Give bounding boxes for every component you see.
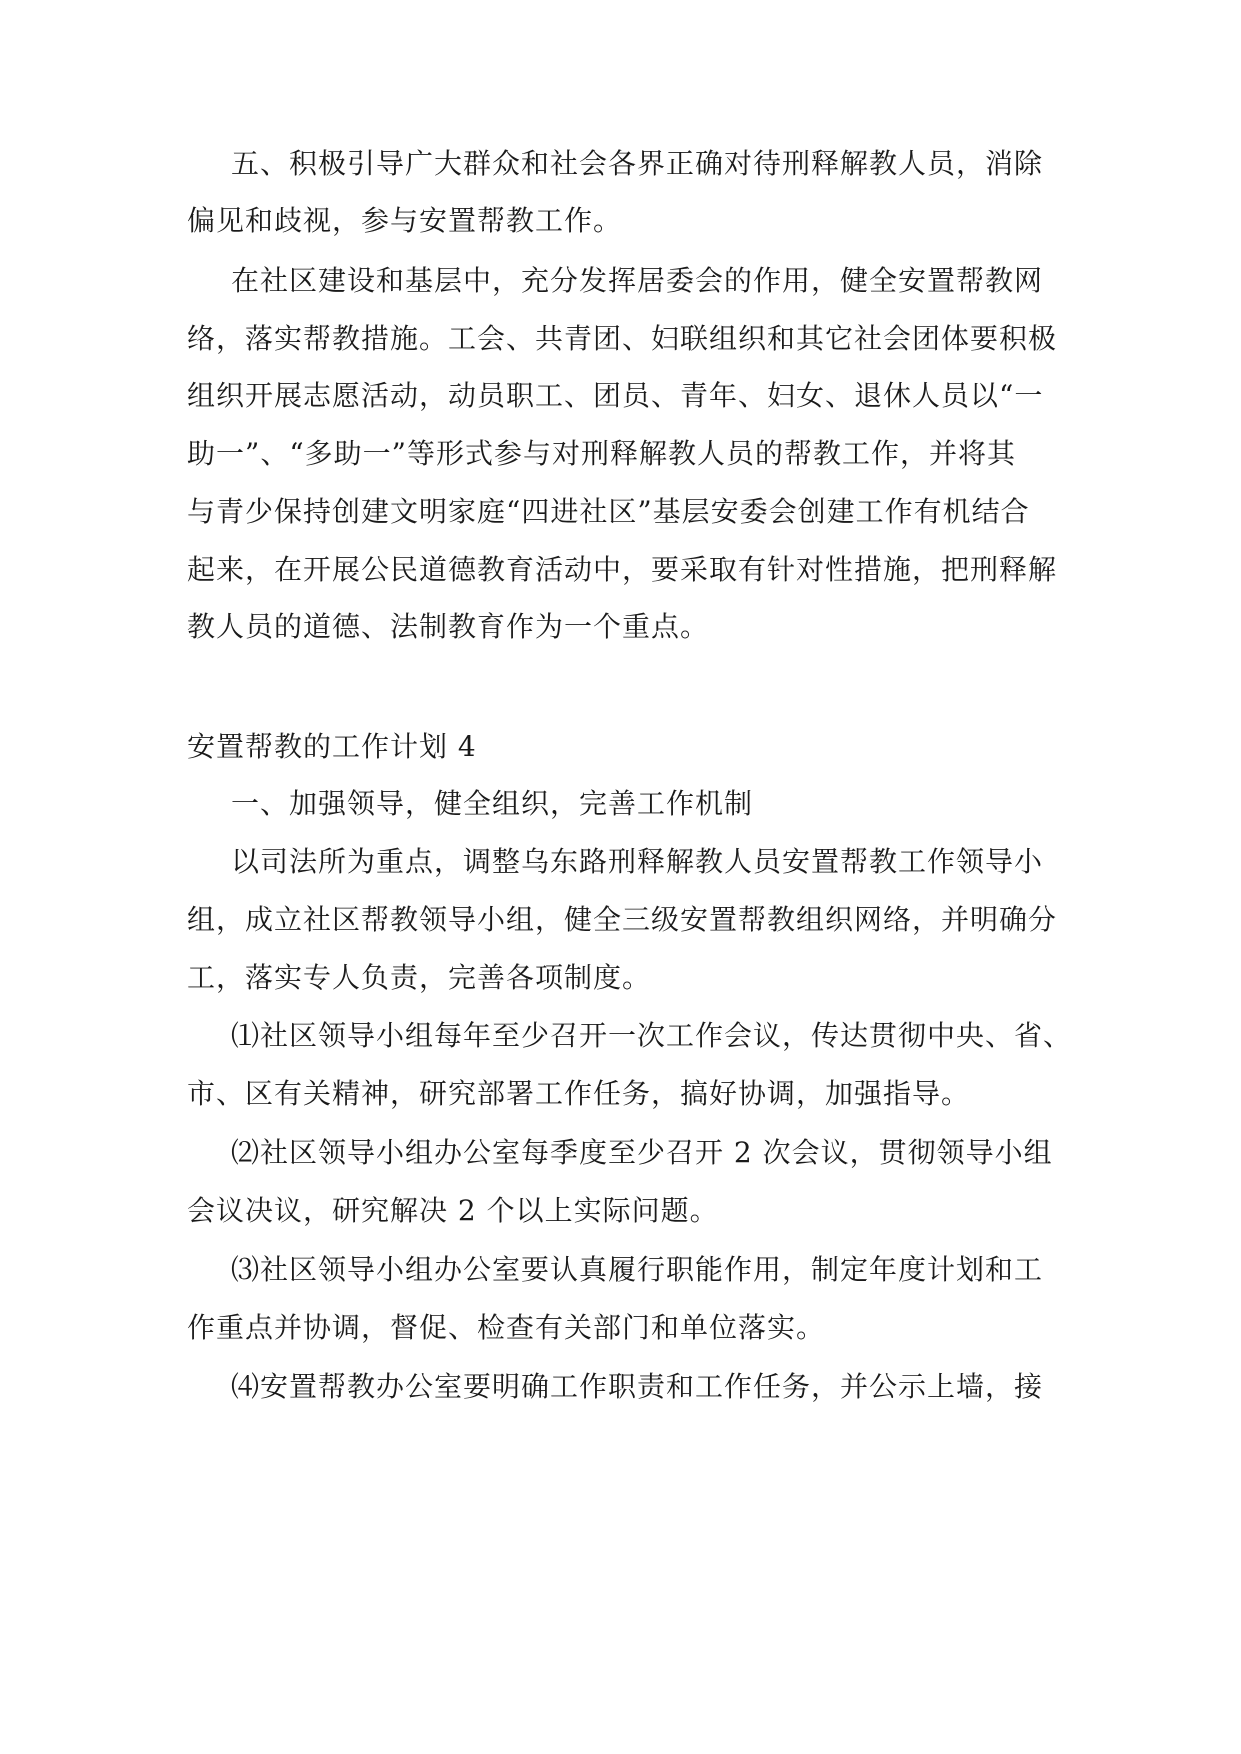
paragraph-community-line-3: 组织开展志愿活动，动员职工、团员、青年、妇女、退休人员以“一 [187,379,1044,412]
paragraph-community-line-2: 络，落实帮教措施。工会、共青团、妇联组织和其它社会团体要积极 [187,322,1058,355]
item-2-line-1: ⑵社区领导小组办公室每季度至少召开 2 次会议，贯彻领导小组 [231,1136,1053,1169]
paragraph-community-line-5: 与青少保持创建文明家庭“四进社区”基层安委会创建工作有机结合 [187,495,1030,528]
paragraph-judicial-line-2: 组，成立社区帮教领导小组，健全三级安置帮教组织网络，并明确分 [187,903,1058,936]
item-3-line-1: ⑶社区领导小组办公室要认真履行职能作用，制定年度计划和工 [231,1253,1044,1286]
section-title: 安置帮教的工作计划 4 [187,730,477,763]
item-1-line-1: ⑴社区领导小组每年至少召开一次工作会议，传达贯彻中央、省、 [231,1019,1073,1052]
paragraph-community-line-6: 起来，在开展公民道德教育活动中，要采取有针对性措施，把刑释解 [187,553,1058,586]
item-4-line-1: ⑷安置帮教办公室要明确工作职责和工作任务，并公示上墙，接 [231,1370,1044,1403]
paragraph-community-line-4: 助一”、“多助一”等形式参与对刑释解教人员的帮教工作，并将其 [187,437,1016,470]
paragraph-judicial-line-3: 工，落实专人负责，完善各项制度。 [187,961,652,994]
item-3-line-2: 作重点并协调，督促、检查有关部门和单位落实。 [187,1311,826,1344]
item-1-line-2: 市、区有关精神，研究部署工作任务，搞好协调，加强指导。 [187,1077,971,1110]
paragraph-5-line-1: 五、积极引导广大群众和社会各界正确对待刑释解教人员，消除 [231,147,1044,180]
paragraph-community-line-1: 在社区建设和基层中，充分发挥居委会的作用，健全安置帮教网 [231,264,1044,297]
item-2-line-2: 会议决议，研究解决 2 个以上实际问题。 [187,1194,719,1227]
paragraph-community-line-7: 教人员的道德、法制教育作为一个重点。 [187,610,710,643]
paragraph-5-line-2: 偏见和歧视，参与安置帮教工作。 [187,204,623,237]
subheading-1: 一、加强领导，健全组织，完善工作机制 [231,787,754,820]
paragraph-judicial-line-1: 以司法所为重点，调整乌东路刑释解教人员安置帮教工作领导小 [231,845,1044,878]
